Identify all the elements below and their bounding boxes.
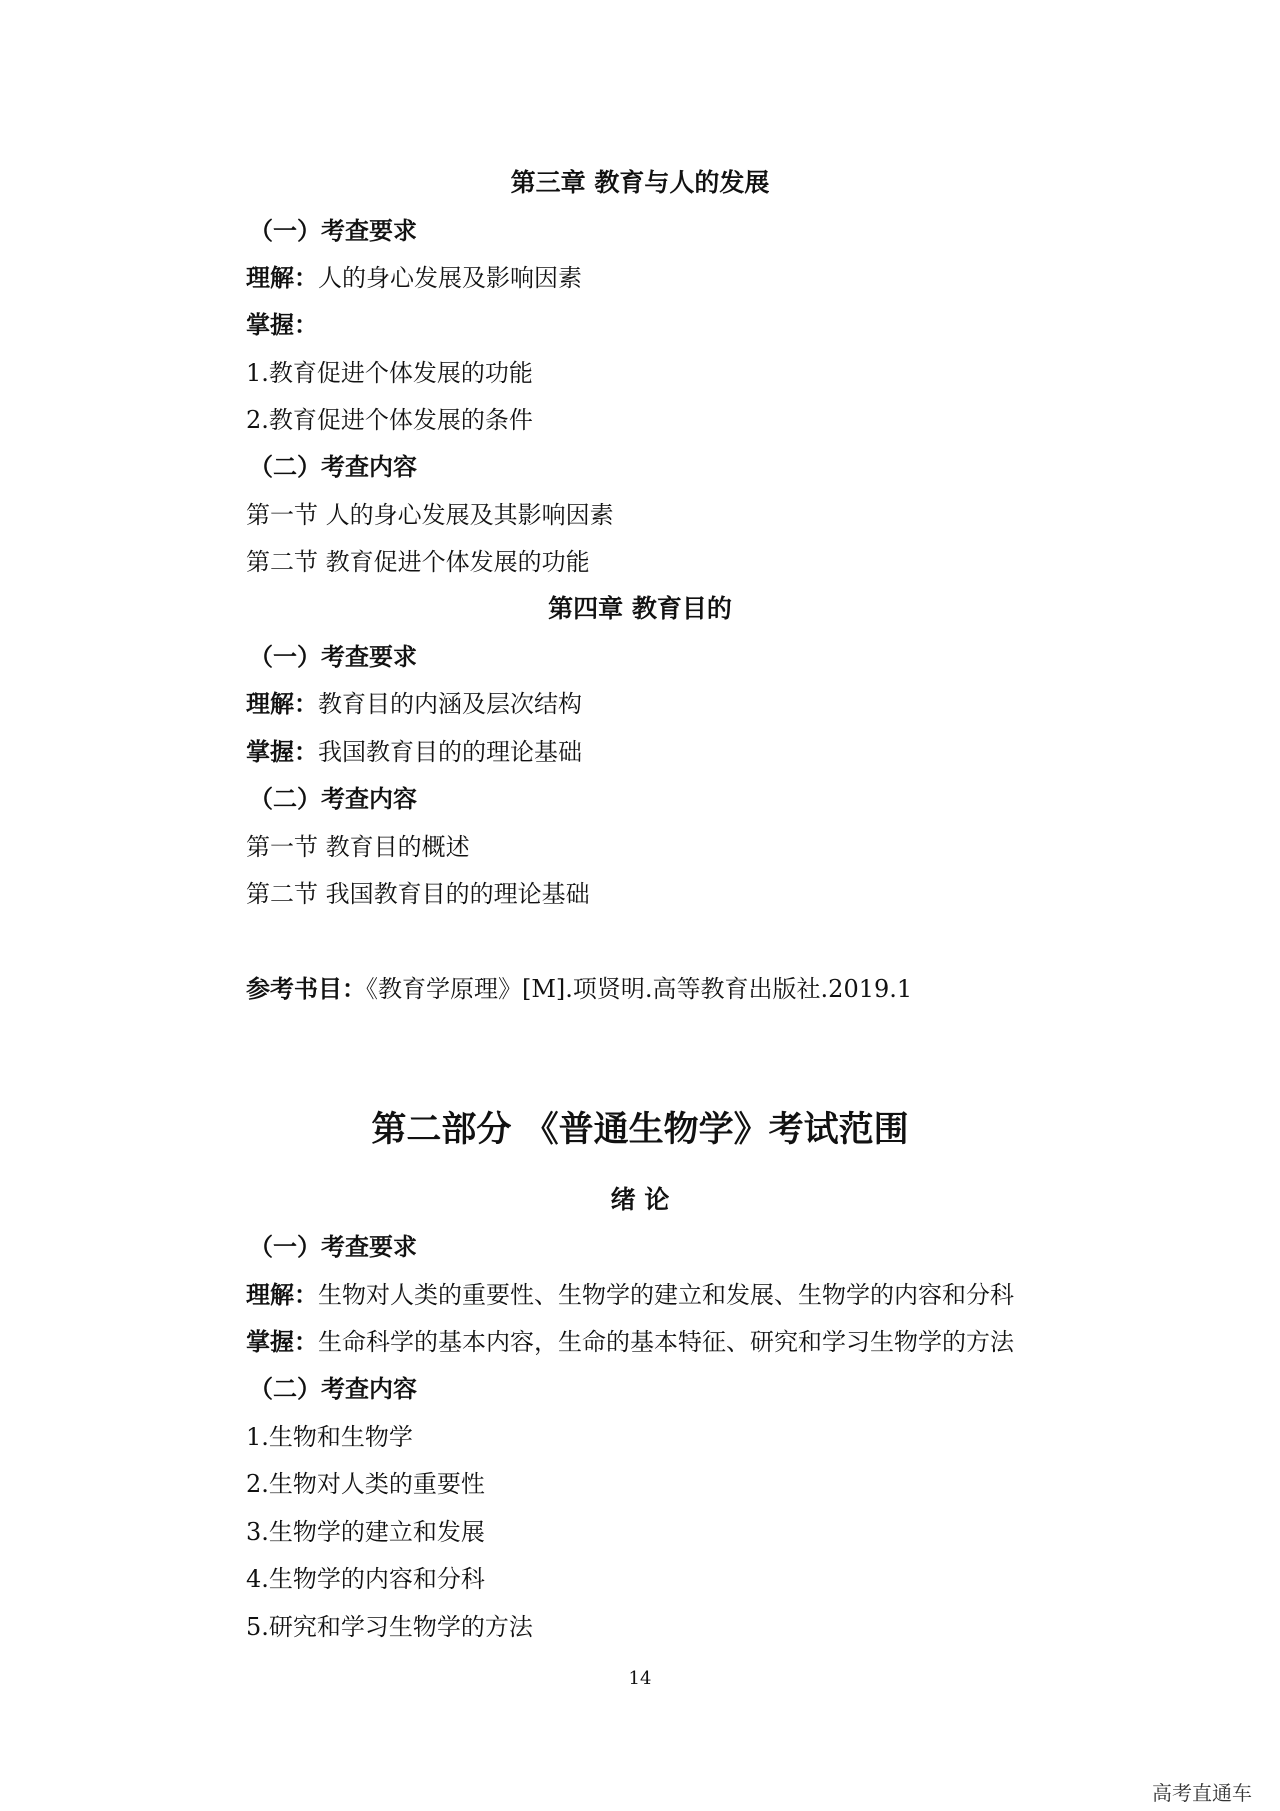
page-number: 14 <box>628 1668 652 1689</box>
understand-label: 理解： <box>246 263 318 292</box>
ch4-section-1: 第一节 教育目的概述 <box>246 833 470 861</box>
understand-label: 理解： <box>246 689 318 718</box>
ch3-master-label: 掌握： <box>246 310 318 339</box>
part2-item-3: 3.生物学的建立和发展 <box>246 1518 485 1546</box>
understand-label: 理解： <box>246 1280 318 1309</box>
ch3-section-2: 第二节 教育促进个体发展的功能 <box>246 548 590 576</box>
ch3-content-heading: （二）考查内容 <box>249 452 417 481</box>
ch4-understand-line <box>246 689 1146 719</box>
master-label: 掌握： <box>246 1327 318 1356</box>
understand-text: 生物对人类的重要性、生物学的建立和发展、生物学的内容和分科 <box>318 1281 1014 1309</box>
ch4-section-2: 第二节 我国教育目的的理论基础 <box>246 880 590 908</box>
master-text: 我国教育目的的理论基础 <box>318 738 582 766</box>
part2-item-4: 4.生物学的内容和分科 <box>246 1565 485 1593</box>
chapter-4-title: 第四章 教育目的 <box>548 594 732 623</box>
part2-item-2: 2.生物对人类的重要性 <box>246 1470 485 1498</box>
reference-label: 参考书目： <box>246 974 366 1003</box>
ch3-master-item-1: 1.教育促进个体发展的功能 <box>246 359 533 387</box>
master-label: 掌握： <box>246 737 318 766</box>
part2-understand-line <box>246 1280 1146 1310</box>
ch3-master-item-2: 2.教育促进个体发展的条件 <box>246 406 533 434</box>
ch3-understand-line <box>246 263 1146 293</box>
intro-title: 绪 论 <box>610 1185 670 1214</box>
ch4-content-heading: （二）考查内容 <box>249 784 417 813</box>
understand-text: 人的身心发展及影响因素 <box>318 264 582 292</box>
chapter-3-title: 第三章 教育与人的发展 <box>510 168 770 197</box>
watermark: 高考直通车 <box>1152 1781 1252 1805</box>
ch4-requirements-heading: （一）考查要求 <box>249 642 417 671</box>
ch3-requirements-heading: （一）考查要求 <box>249 216 417 245</box>
part2-master-line <box>246 1327 1146 1357</box>
part-2-title: 第二部分 《普通生物学》考试范围 <box>371 1109 909 1150</box>
part2-item-5: 5.研究和学习生物学的方法 <box>246 1613 533 1641</box>
ch4-master-line <box>246 737 1146 767</box>
part2-item-1: 1.生物和生物学 <box>246 1423 413 1451</box>
part2-requirements-heading: （一）考查要求 <box>249 1232 417 1261</box>
master-text: 生命科学的基本内容，生命的基本特征、研究和学习生物学的方法 <box>318 1328 1014 1356</box>
reference-text: 《教育学原理》[M].项贤明.高等教育出版社.2019.1 <box>366 975 913 1003</box>
reference-line <box>246 974 1146 1004</box>
understand-text: 教育目的内涵及层次结构 <box>318 690 582 718</box>
ch3-section-1: 第一节 人的身心发展及其影响因素 <box>246 501 614 529</box>
part2-content-heading: （二）考查内容 <box>249 1374 417 1403</box>
